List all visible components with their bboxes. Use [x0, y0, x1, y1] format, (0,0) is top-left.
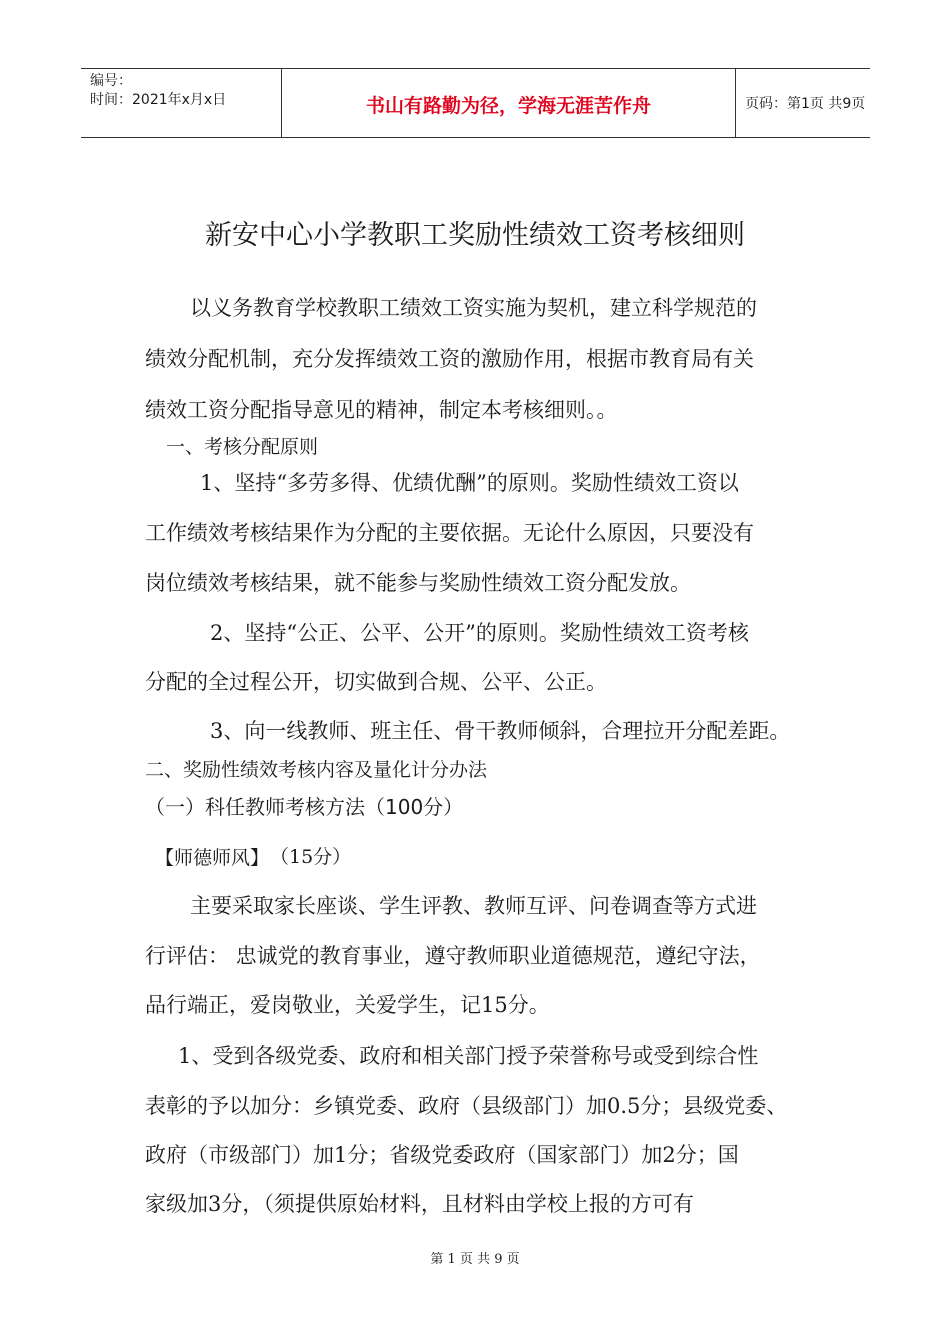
- intro-line: 以义务教育学校教职工绩效工资实施为契机，建立科学规范的: [190, 296, 757, 320]
- ethics-heading: 【师德师风】: [155, 847, 270, 869]
- bonus-line: 表彰的予以加分：乡镇党委、政府（县级部门）加0.5分；县级党委、: [145, 1094, 788, 1118]
- ethics-line: 主要采取家长座谈、学生评教、教师互评、问卷调查等方式进: [190, 894, 757, 918]
- header-motto: 书山有路勤为径，学海无涯苦作舟: [365, 95, 651, 117]
- principle-1-line: 工作绩效考核结果作为分配的主要依据。无论什么原因，只要没有: [145, 521, 754, 545]
- principle-1-line: 1、坚持“多劳多得、优绩优酬”的原则。奖励性绩效工资以: [200, 471, 739, 495]
- section-heading: 一、考核分配原则: [166, 436, 319, 458]
- ethics-score: （15分）: [270, 846, 352, 868]
- header-motto-cell: [281, 69, 736, 137]
- principle-2-line: 2、坚持“公正、公平、公开”的原则。奖励性绩效工资考核: [210, 621, 749, 645]
- header-page-number: 页码：第1页 共9页: [745, 96, 866, 112]
- principle-2-line: 分配的全过程公开，切实做到合规、公平、公正。: [145, 670, 607, 694]
- document-title: 新安中心小学教职工奖励性绩效工资考核细则: [205, 220, 745, 251]
- bonus-line: 1、受到各级党委、政府和相关部门授予荣誉称号或受到综合性: [178, 1044, 759, 1068]
- intro-line: 绩效工资分配指导意见的精神，制定本考核细则。。: [145, 398, 618, 422]
- principle-3-line: 3、向一线教师、班主任、骨干教师倾斜，合理拉开分配差距。: [210, 719, 791, 743]
- document-number-label: 编号：: [90, 73, 132, 89]
- intro-line: 绩效分配机制，充分发挥绩效工资的激励作用，根据市教育局有关: [145, 347, 754, 371]
- header-meta-cell: [81, 69, 281, 137]
- bonus-line: 政府（市级部门）加1分；省级党委政府（国家部门）加2分；国: [145, 1143, 739, 1167]
- principle-1-line: 岗位绩效考核结果，就不能参与奖励性绩效工资分配发放。: [145, 571, 691, 595]
- document-header: [81, 68, 870, 138]
- page-footer: 第 1 页 共 9 页: [430, 1252, 520, 1267]
- ethics-line: 品行端正，爱岗敬业，关爱学生，记15分。: [145, 993, 550, 1017]
- section-heading: 二、奖励性绩效考核内容及量化计分办法: [145, 759, 488, 781]
- header-page-cell: [735, 69, 870, 137]
- subsection-heading: （一）科任教师考核方法（100分）: [145, 795, 464, 819]
- document-time-label: 时间：2021年x月x日: [90, 92, 227, 108]
- ethics-line: 行评估： 忠诚党的教育事业，遵守教师职业道德规范，遵纪守法，: [145, 944, 761, 968]
- bonus-line: 家级加3分，（须提供原始材料，且材料由学校上报的方可有: [145, 1192, 694, 1216]
